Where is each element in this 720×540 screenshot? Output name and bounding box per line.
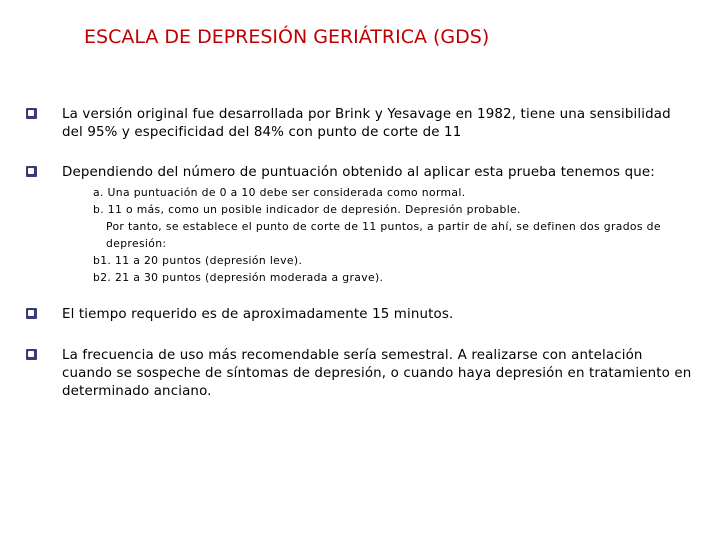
square-bullet-icon — [26, 166, 37, 177]
scoring-subitems — [93, 184, 703, 286]
bullet-text: Dependiendo del número de puntuación obtenido al aplicar esta prueba tenemos que: — [62, 165, 655, 180]
square-bullet-icon — [26, 349, 37, 360]
subitem-b1: b1. 11 a 20 puntos (depresión leve). — [93, 254, 303, 267]
bullet-text: La frecuencia de uso más recomendable sería semestral. A realizarse con antelación cuando se sospeche de síntomas de depresión, o cuando haya depresión en tratamiento en determinado anciano. — [62, 348, 692, 399]
square-bullet-icon — [26, 108, 37, 119]
subitem-b2: b2. 21 a 30 puntos (depresión moderada a grave). — [93, 271, 384, 284]
bullet-item-time — [26, 306, 696, 324]
subitem-b-note: Por tanto, se establece el punto de corte de 11 puntos, a partir de ahí, se definen dos grados de depresión: — [106, 220, 661, 250]
bullet-text: El tiempo requerido es de aproximadamente 15 minutos. — [62, 307, 454, 322]
slide-title: ESCALA DE DEPRESIÓN GERIÁTRICA (GDS) — [84, 26, 490, 48]
bullet-text: La versión original fue desarrollada por Brink y Yesavage en 1982, tiene una sensibilidad del 95% y especificidad del 84% con punto de corte de 11 — [62, 107, 671, 140]
bullet-item-original-version — [26, 106, 696, 142]
square-bullet-icon — [26, 308, 37, 319]
subitem-a: a. Una puntuación de 0 a 10 debe ser considerada como normal. — [93, 186, 466, 199]
bullet-item-frequency — [26, 347, 696, 401]
subitem-b: b. 11 o más, como un posible indicador de depresión. Depresión probable. — [93, 203, 521, 216]
bullet-item-scoring — [26, 164, 696, 182]
